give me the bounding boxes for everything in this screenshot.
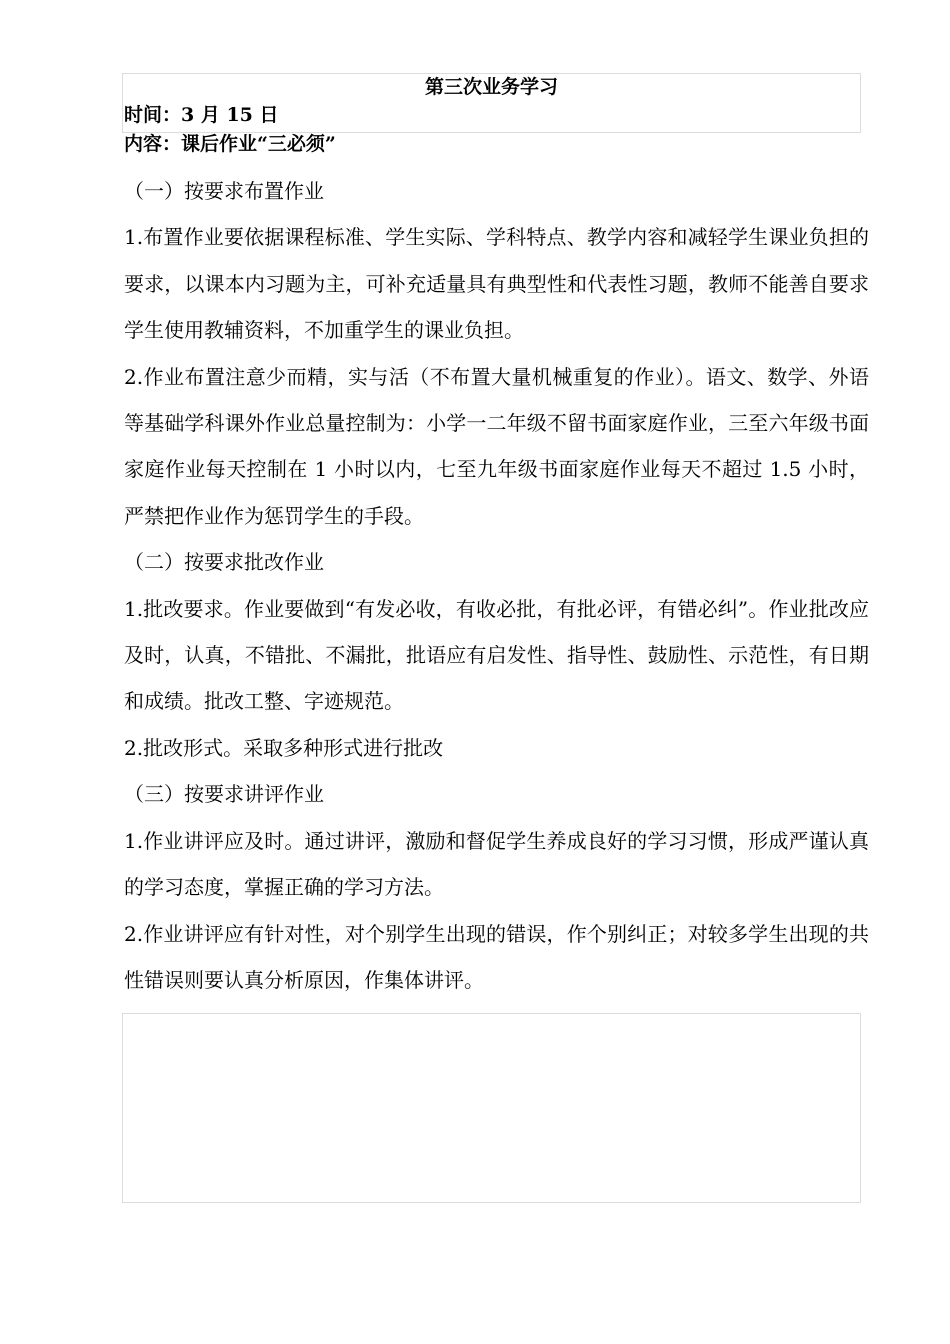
section-heading-3: （三）按要求讲评作业 bbox=[124, 782, 324, 807]
time-line: 时间：3 月 15 日 bbox=[124, 104, 279, 126]
paragraph-3-1: 1.作业讲评应及时。通过讲评，激励和督促学生养成良好的学习习惯，形成严谨认真的学习态度，掌握正确的学习方法。 bbox=[124, 828, 869, 900]
paragraph-2-1: 1.批改要求。作业要做到“有发必收，有收必批，有批必评，有错必纠”。作业批改应及时，认真，不错批、不漏批，批语应有启发性、指导性、鼓励性、示范性，有日期和成绩。批改工整、字迹规范。 bbox=[124, 596, 869, 714]
empty-table-frame bbox=[122, 1013, 861, 1203]
document-title: 第三次业务学习 bbox=[424, 76, 558, 98]
paragraph-1-2: 2.作业布置注意少而精，实与活（不布置大量机械重复的作业）。语文、数学、外语等基础学科课外作业总量控制为：小学一二年级不留书面家庭作业，三至六年级书面家庭作业每天控制在 1 小时以内，七至九年级书面家庭作业每天不超过 1.5 小时，严禁把作业作为惩罚学生的手段。 bbox=[124, 364, 869, 528]
content-line: 内容：课后作业“三必须” bbox=[124, 133, 336, 155]
document-body bbox=[124, 168, 869, 1003]
section-heading-1: （一）按要求布置作业 bbox=[124, 179, 324, 203]
paragraph-1-1: 1.布置作业要依据课程标准、学生实际、学科特点、教学内容和减轻学生课业负担的要求，以课本内习题为主，可补充适量具有典型性和代表性习题，教师不能善自要求学生使用教辅资料，不加重学生的课业负担。 bbox=[124, 225, 869, 343]
paragraph-3-2: 2.作业讲评应有针对性，对个别学生出现的错误，作个别纠正；对较多学生出现的共性错误则要认真分析原因，作集体讲评。 bbox=[124, 921, 869, 992]
paragraph-2-2: 2.批改形式。采取多种形式进行批改 bbox=[124, 735, 444, 760]
section-heading-2: （二）按要求批改作业 bbox=[124, 550, 324, 575]
